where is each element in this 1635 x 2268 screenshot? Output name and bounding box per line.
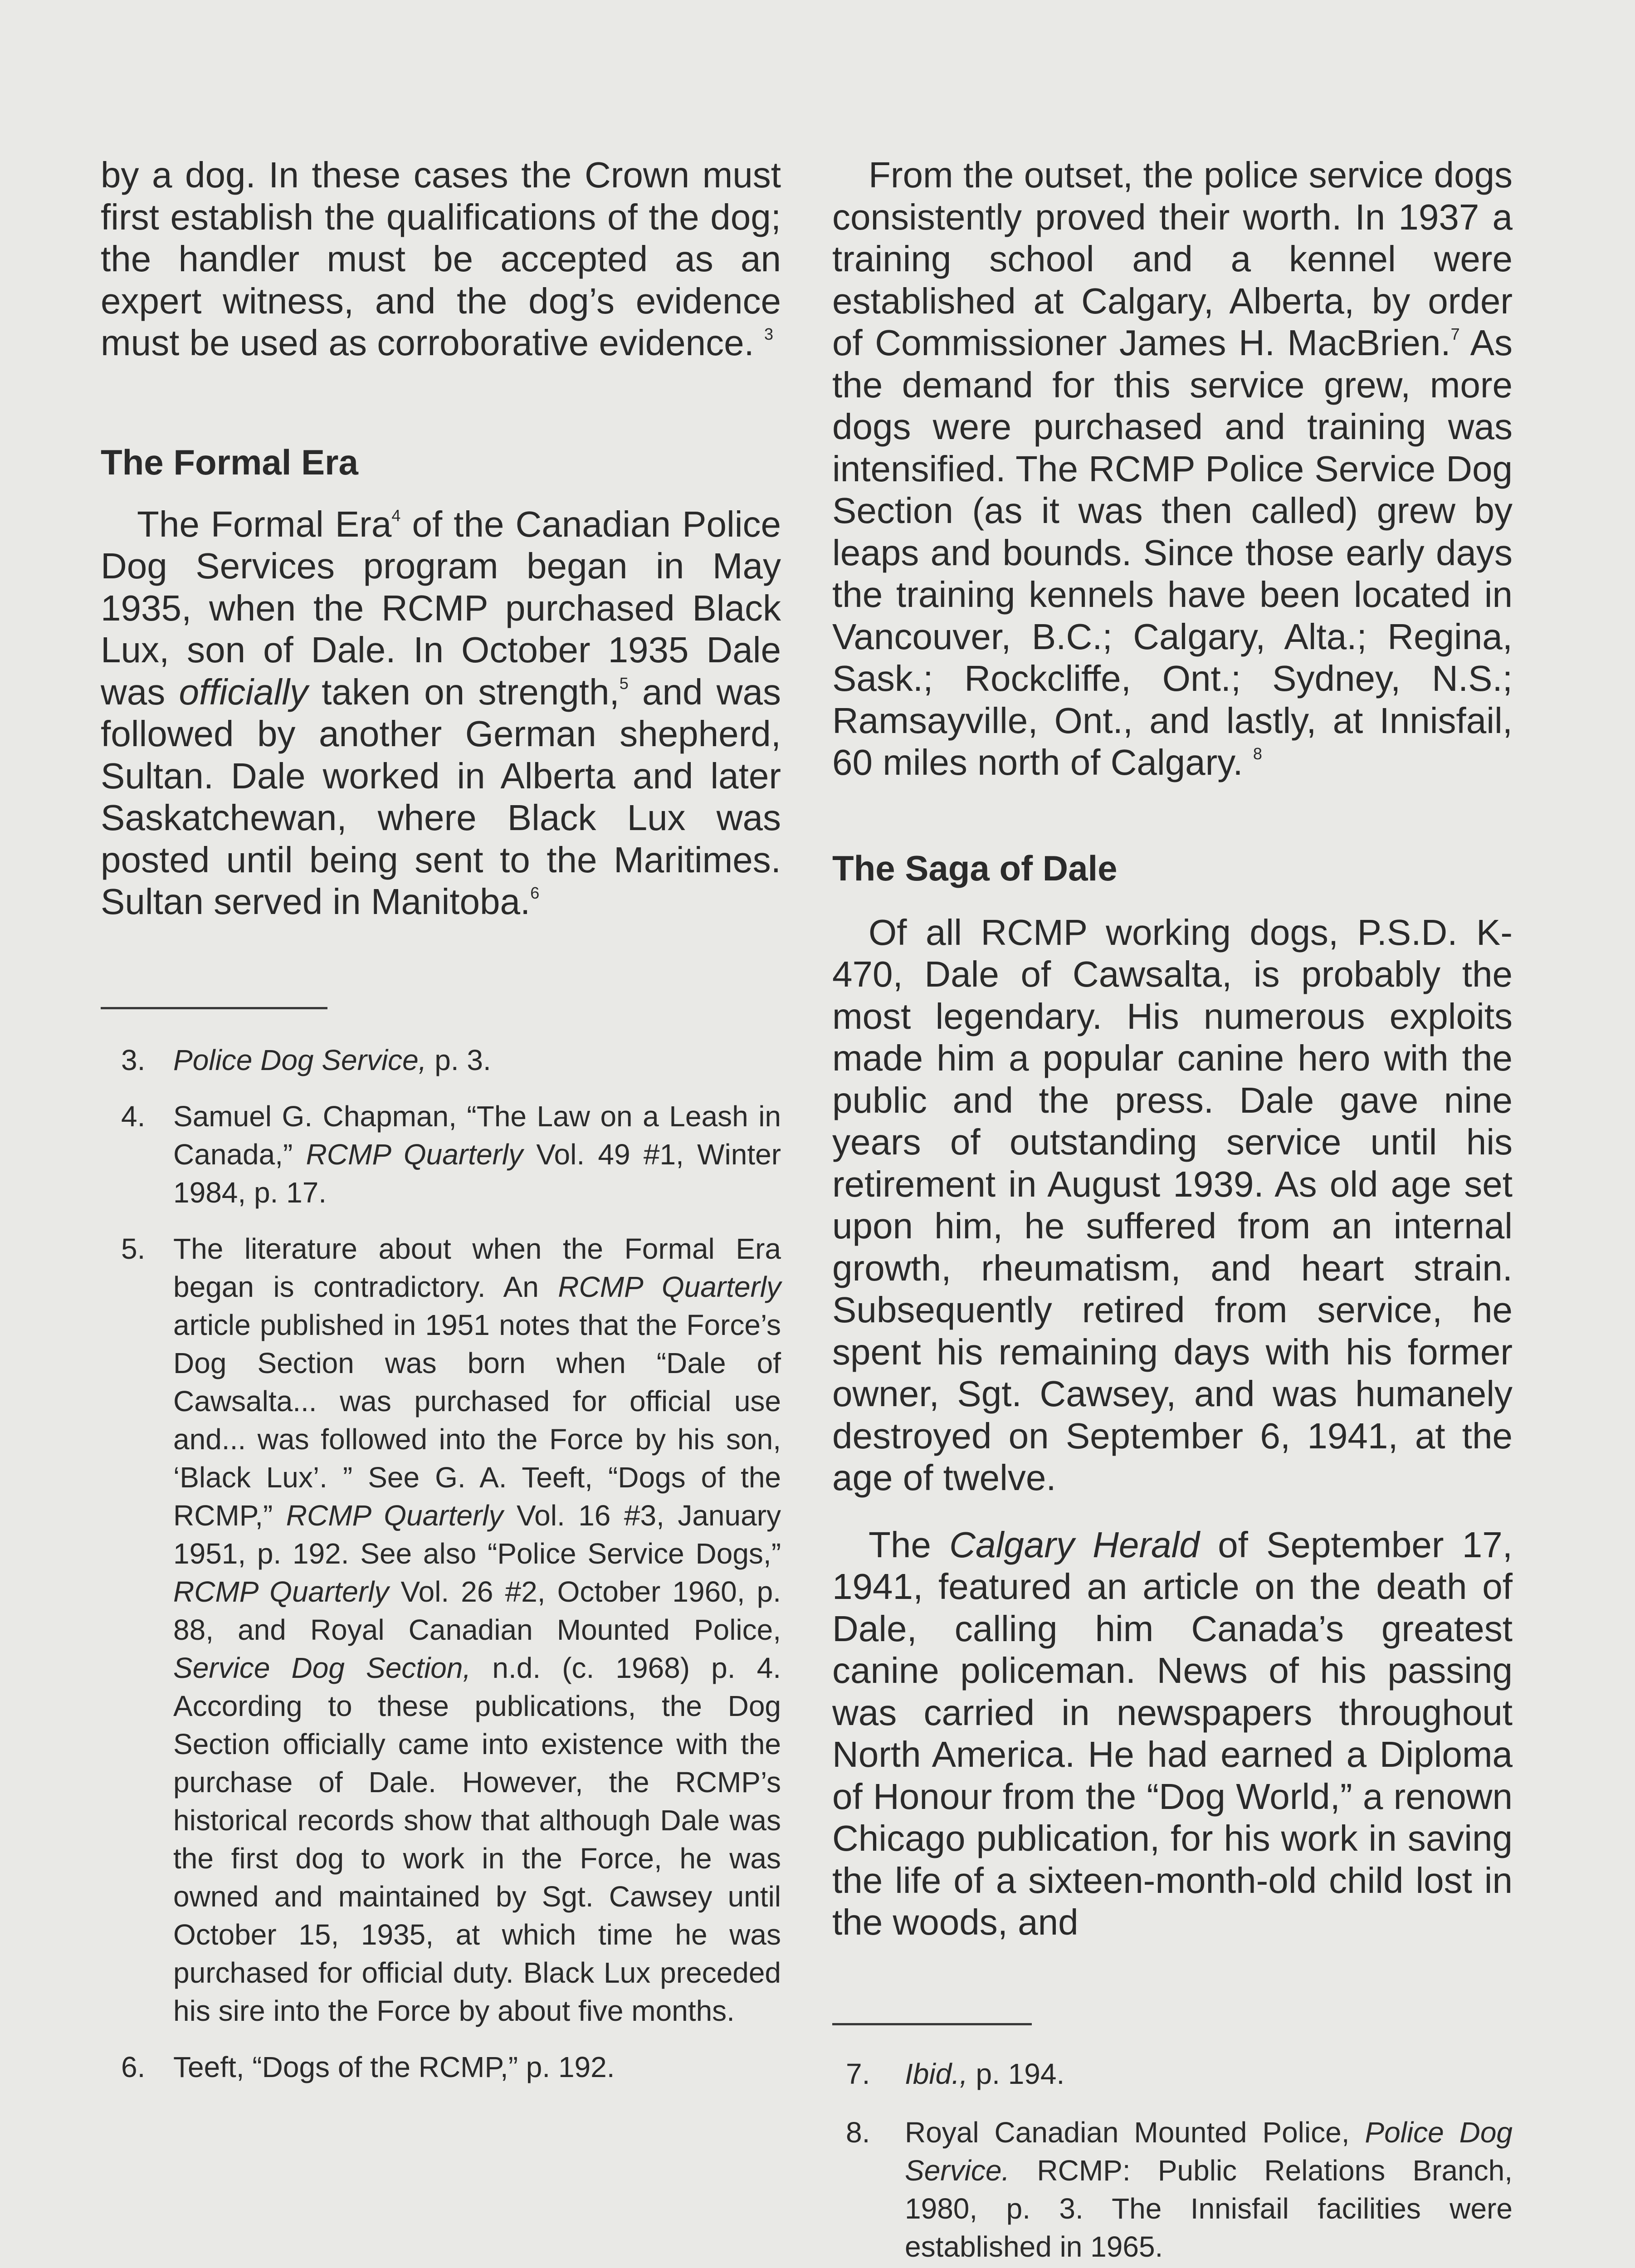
text-run: The Formal Era bbox=[137, 503, 392, 544]
footnote-ref: 7 bbox=[1450, 325, 1460, 343]
footnote-rule bbox=[101, 1007, 327, 1009]
italic-run: RCMP Quarterly bbox=[558, 1270, 781, 1303]
text-run: article published in 1951 notes that the Force’s Dog Section was born when “Dale of Cawsalta... was purchased for official use and... was followed into the Force by his son, ‘Black Lux’. ” See G. A. Teeft, “Dogs of the RCMP,” bbox=[173, 1308, 781, 1532]
text-run: Vol. 49 #1, Winter 1984, p. 17. bbox=[173, 1138, 781, 1209]
footnote-text bbox=[173, 1041, 781, 1079]
text-run: Vol. 16 #3, January 1951, p. 192. See also “Police Service Dogs,” bbox=[173, 1499, 781, 1570]
text-run: of the Canadian Police Dog Services program began in May 1935, when the RCMP purchased Black Lux, son of Dale. In October 1935 Dale was bbox=[101, 503, 781, 712]
italic-run: Ibid., bbox=[905, 2057, 968, 2090]
italic-run: officially bbox=[179, 671, 308, 712]
text-run: The bbox=[869, 1524, 950, 1565]
left-column bbox=[101, 154, 781, 2086]
footnotes-right bbox=[832, 2055, 1513, 2266]
footnote-number: 7. bbox=[846, 2057, 870, 2090]
footnote-number: 8. bbox=[846, 2116, 870, 2149]
paragraph-outset bbox=[832, 154, 1513, 784]
paragraph-continued bbox=[101, 154, 781, 364]
footnote-7 bbox=[832, 2055, 1513, 2093]
footnote-text bbox=[905, 2113, 1513, 2266]
italic-run: Police Dog Service, bbox=[173, 1043, 427, 1076]
footnote-ref: 3 bbox=[764, 325, 774, 343]
footnote-3 bbox=[101, 1041, 781, 1079]
footnote-number: 6. bbox=[121, 2050, 146, 2083]
footnote-ref: 6 bbox=[530, 884, 540, 902]
text-run: Vol. 26 #2, October 1960, p. 88, and Royal Canadian Mounted Police, bbox=[173, 1575, 781, 1646]
footnote-ref: 8 bbox=[1253, 744, 1262, 763]
text-run: RCMP: Public Relations Branch, 1980, p. 3. The Innisfail facilities were established in 1965. bbox=[905, 2154, 1513, 2263]
heading-formal-era: The Formal Era bbox=[101, 442, 358, 482]
footnote-ref: 5 bbox=[619, 674, 629, 693]
text-run: taken on strength, bbox=[308, 671, 620, 712]
italic-run: RCMP Quarterly bbox=[306, 1138, 523, 1171]
paragraph-saga: Of all RCMP working dogs, P.S.D. K-470, Dale of Cawsalta, is probably the most legendary. His numerous exploits made him a popular canine hero with the public and the press. Dale gave nine years of outstanding service until his retirement in August 1939. As old age set upon him, he suffered from an internal growth, rheumatism, and heart strain. Subsequently retired from service, he spent his remaining days with his former owner, Sgt. Cawsey, and was humanely destroyed on September 6, 1941, at the age of twelve. bbox=[832, 912, 1513, 1498]
text-run: As the demand for this service grew, more dogs were purchased and training was intensified. The RCMP Police Service Dog Section (as it was then called) grew by leaps and bounds. Since those early days the training kennels have been located in Vancouver, B.C.; Calgary, Alta.; Regina, Sask.; Rockcliffe, Ont.; Sydney, N.S.; Ramsayville, Ont., and lastly, at Innisfail, 60 miles north of Calgary. bbox=[832, 323, 1513, 782]
text-run: of September 17, 1941, featured an article on the death of Dale, calling him Canada’s greatest canine policeman. News of his passing was carried in newspapers throughout North America. He had earned a Diploma of Honour from the “Dog World,” a renown Chicago publication, for his work in saving the life of a sixteen-month-old child lost in the woods, and bbox=[832, 1524, 1513, 1942]
footnote-5 bbox=[101, 1230, 781, 2030]
italic-run: Service Dog Section, bbox=[173, 1651, 471, 1684]
footnote-text bbox=[173, 1230, 781, 2030]
text-run: n.d. (c. 1968) p. 4. According to these publications, the Dog Section officially came into existence with the purchase of Dale. However, the RCMP’s historical records show that although Dale was the first dog to work in the Force, he was owned and maintained by Sgt. Cawsey until October 15, 1935, at which time he was purchased for official duty. Black Lux preceded his sire into the Force by about five months. bbox=[173, 1651, 781, 2027]
paragraph-calgary-herald bbox=[832, 1524, 1513, 1944]
footnote-number: 4. bbox=[121, 1100, 146, 1133]
italic-run: RCMP Quarterly bbox=[286, 1499, 503, 1532]
footnote-number: 5. bbox=[121, 1232, 146, 1265]
footnote-4 bbox=[101, 1097, 781, 1212]
paragraph-text: by a dog. In these cases the Crown must first establish the qualifications of the dog; the handler must be accepted as an expert witness, and the dog’s evidence must be used as corroborative evidence. bbox=[101, 155, 781, 363]
text-run: The literature about when the Formal Era began is contradictory. An bbox=[173, 1232, 781, 1303]
italic-run: Police Dog Service. bbox=[905, 2116, 1513, 2187]
italic-run: RCMP Quarterly bbox=[173, 1575, 389, 1608]
footnote-text bbox=[905, 2055, 1513, 2093]
footnote-6 bbox=[101, 2048, 781, 2086]
text-run: Samuel G. Chapman, “The Law on a Leash in Canada,” bbox=[173, 1100, 781, 1171]
text-run: and was followed by another German shepherd, Sultan. Dale worked in Alberta and later Saskatchewan, where Black Lux was posted until being sent to the Maritimes. Sultan served in Manitoba. bbox=[101, 671, 781, 922]
footnote-rule bbox=[832, 2023, 1032, 2025]
footnote-ref: 4 bbox=[391, 506, 401, 525]
text-run: p. 3. bbox=[426, 1043, 491, 1076]
text-run: p. 194. bbox=[967, 2057, 1065, 2090]
footnote-text bbox=[173, 1097, 781, 1212]
paragraph-formal-era bbox=[101, 503, 781, 923]
text-run: Royal Canadian Mounted Police, bbox=[905, 2116, 1365, 2149]
footnote-number: 3. bbox=[121, 1043, 146, 1076]
footnote-text: Teeft, “Dogs of the RCMP,” p. 192. bbox=[173, 2050, 615, 2083]
italic-run: Calgary Herald bbox=[949, 1524, 1200, 1565]
heading-saga-of-dale: The Saga of Dale bbox=[832, 848, 1118, 888]
right-column bbox=[832, 154, 1513, 2266]
footnotes-left bbox=[101, 1041, 781, 2086]
footnote-8 bbox=[832, 2113, 1513, 2266]
text-run: From the outset, the police service dogs consistently proved their worth. In 1937 a training school and a kennel were established at Calgary, Alberta, by order of Commissioner James H. MacBrien. bbox=[832, 155, 1513, 363]
